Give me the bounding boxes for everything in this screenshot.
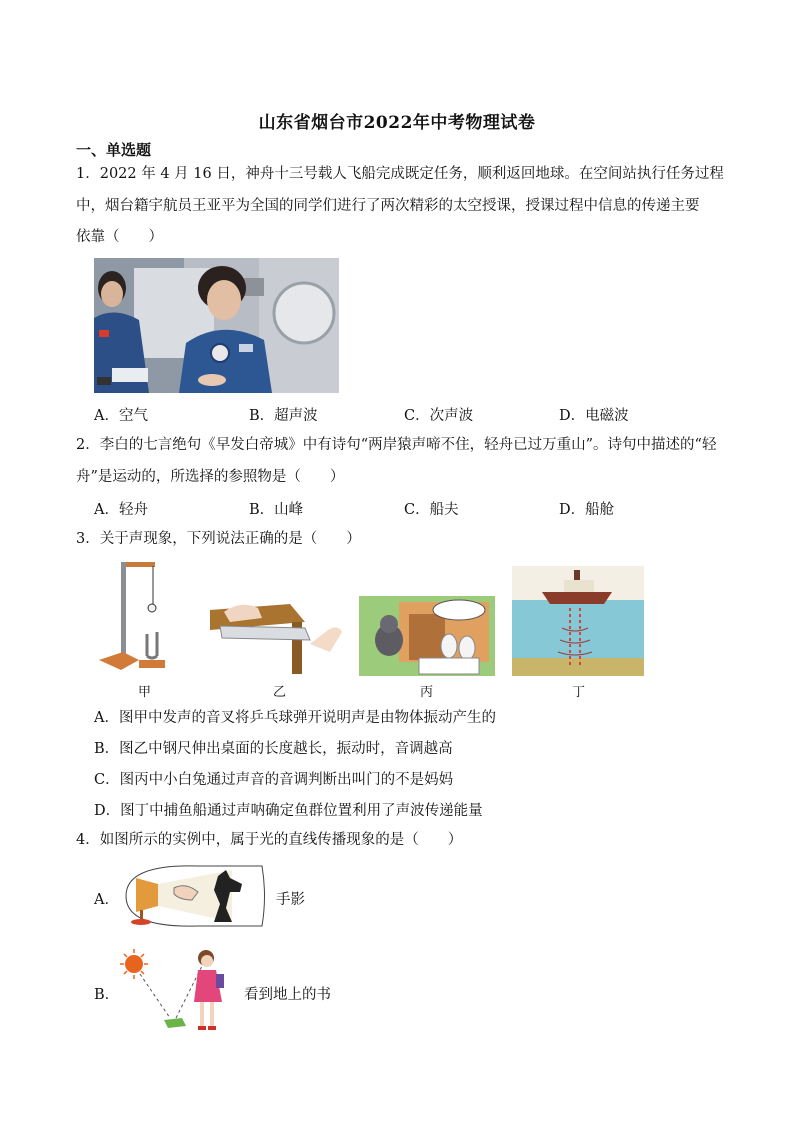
q3-option-c[interactable]: C．图丙中小白兔通过声音的音调判断出叫门的不是妈妈 [94, 772, 454, 788]
q2-option-a[interactable]: A．轻舟 [94, 502, 148, 518]
hand-shadow-figure [122, 864, 267, 928]
q2-option-b[interactable]: B．山峰 [249, 502, 304, 518]
caption-ding: 丁 [572, 685, 586, 700]
q1-option-c[interactable]: C．次声波 [404, 408, 474, 424]
sonar-boat-figure [512, 566, 644, 676]
girl-book-sun-figure [120, 946, 235, 1036]
q3-option-a[interactable]: A．图甲中发声的音叉将乒乓球弹开说明声是由物体振动产生的 [94, 710, 496, 726]
q4-option-b-letter[interactable]: B． [94, 987, 120, 1003]
q4-line-1: 4．如图所示的实例中，属于光的直线传播现象的是（ ） [76, 832, 463, 848]
q3-line-1: 3．关于声现象，下列说法正确的是（ ） [76, 531, 361, 547]
space-lesson-photo [94, 258, 339, 393]
exam-title: 山东省烟台市2022年中考物理试卷 [258, 113, 536, 133]
q4-option-a-label: 手影 [276, 892, 305, 908]
q1-options [94, 404, 734, 424]
q3-option-b[interactable]: B．图乙中钢尺伸出桌面的长度越长，振动时，音调越高 [94, 741, 453, 757]
q3-option-d[interactable]: D．图丁中捕鱼船通过声呐确定鱼群位置利用了声波传递能量 [94, 803, 483, 819]
q2-line-2: 舟”是运动的，所选择的参照物是（ ） [76, 469, 345, 485]
ruler-table-figure [210, 600, 345, 675]
q1-line-3: 依靠（ ） [76, 229, 163, 245]
q4-option-a-letter[interactable]: A． [94, 892, 119, 908]
caption-bing: 丙 [420, 685, 434, 700]
q2-option-c[interactable]: C．船夫 [404, 502, 459, 518]
q1-option-b[interactable]: B．超声波 [249, 408, 318, 424]
q2-line-1: 2．李白的七言绝句《早发白帝城》中有诗句“两岸猿声啼不住，轻舟已过万重山”。诗句中描述的“轻 [76, 437, 717, 453]
wolf-rabbit-cartoon [359, 596, 495, 676]
q1-line-1: 1．2022 年 4 月 16 日，神舟十三号载人飞船完成既定任务，顺利返回地球。在空间站执行任务过程 [76, 166, 724, 182]
q1-option-d[interactable]: D．电磁波 [559, 408, 629, 424]
section-heading: 一、单选题 [76, 141, 152, 159]
q1-option-a[interactable]: A．空气 [94, 408, 148, 424]
q2-option-d[interactable]: D．船舱 [559, 502, 615, 518]
caption-yi: 乙 [273, 685, 287, 700]
q2-options [94, 498, 734, 518]
tuning-fork-figure [95, 560, 165, 675]
q1-line-2: 中，烟台籍宇航员王亚平为全国的同学们进行了两次精彩的太空授课，授课过程中信息的传递主要 [76, 198, 700, 214]
q4-option-b-label: 看到地上的书 [244, 987, 331, 1003]
caption-jia: 甲 [138, 685, 152, 700]
